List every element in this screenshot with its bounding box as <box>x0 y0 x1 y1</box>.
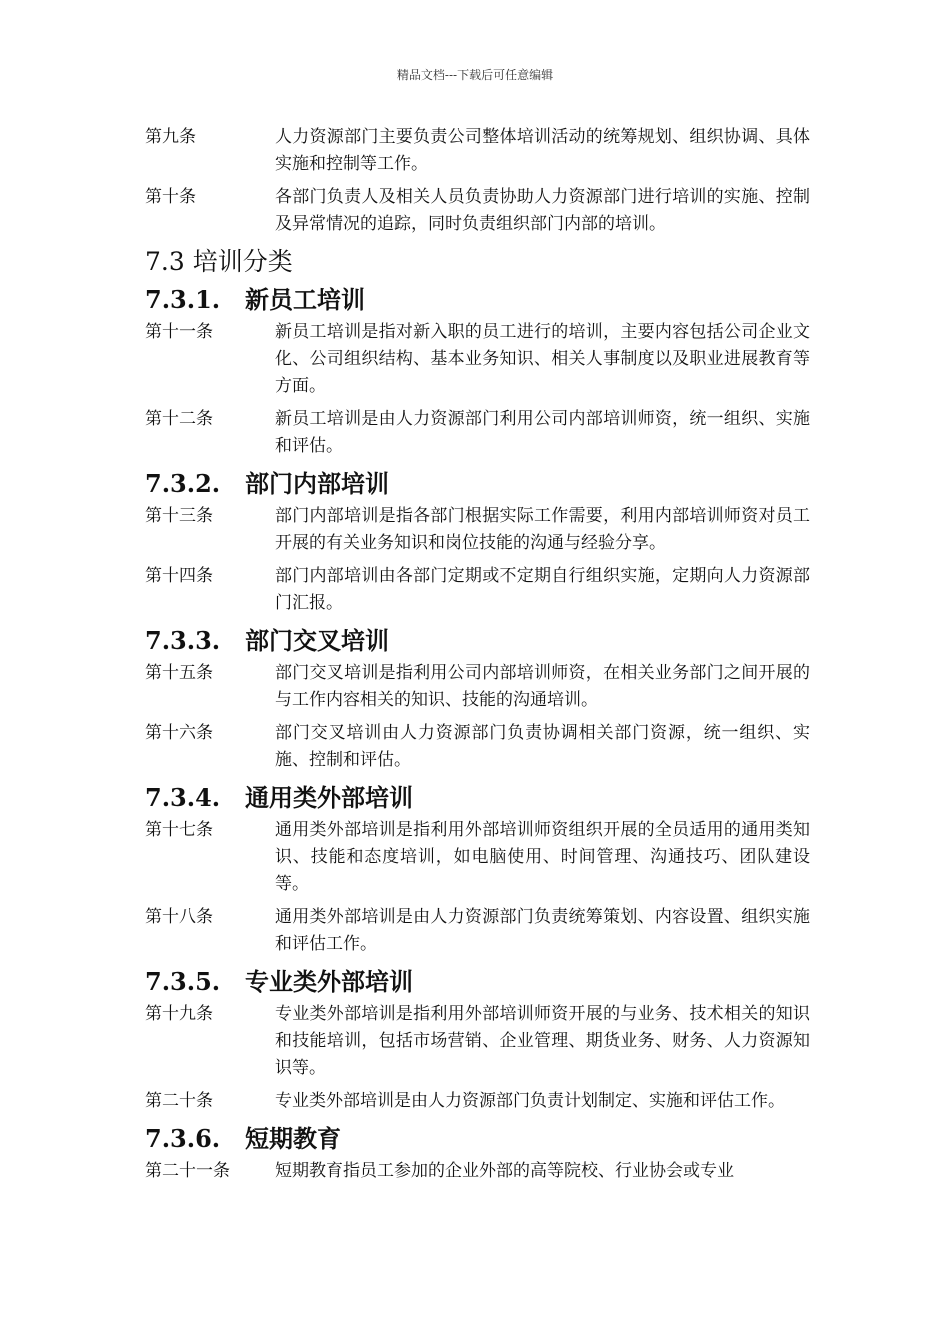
article <box>145 720 810 774</box>
subsection-heading <box>145 623 810 660</box>
article <box>145 563 810 617</box>
subsection-title: 短期教育 <box>245 1124 341 1153</box>
article-text: 部门交叉培训是指利用公司内部培训师资，在相关业务部门之间开展的与工作内容相关的知识、技能的沟通培训。 <box>275 663 810 710</box>
article-label: 第十一条 <box>145 322 213 342</box>
article-text: 部门内部培训是指各部门根据实际工作需要，利用内部培训师资对员工开展的有关业务知识和岗位技能的沟通与经验分享。 <box>275 506 810 553</box>
article-label: 第十五条 <box>145 663 213 683</box>
article-label: 第十七条 <box>145 820 213 840</box>
article-text: 部门内部培训由各部门定期或不定期自行组织实施，定期向人力资源部门汇报。 <box>275 566 810 613</box>
article-text: 短期教育指员工参加的企业外部的高等院校、行业协会或专业 <box>275 1161 734 1181</box>
subsection-title: 部门交叉培训 <box>245 626 389 655</box>
subsection-title: 专业类外部培训 <box>245 967 413 996</box>
article-text: 新员工培训是由人力资源部门利用公司内部培训师资，统一组织、实施和评估。 <box>275 409 810 456</box>
subsection-heading <box>145 282 810 319</box>
subsection-number: 7.3.5. <box>145 967 221 996</box>
subsection-number: 7.3.6. <box>145 1124 221 1153</box>
article <box>145 184 810 238</box>
article <box>145 904 810 958</box>
article <box>145 660 810 714</box>
article-label: 第十四条 <box>145 566 213 586</box>
article-text: 各部门负责人及相关人员负责协助人力资源部门进行培训的实施、控制及异常情况的追踪，同时负责组织部门内部的培训。 <box>275 187 810 234</box>
section-heading: 7.3 培训分类 <box>145 247 293 276</box>
article <box>145 1001 810 1082</box>
article <box>145 1158 810 1185</box>
article <box>145 817 810 898</box>
article <box>145 319 810 400</box>
subsection-heading <box>145 466 810 503</box>
subsection-number: 7.3.4. <box>145 783 221 812</box>
article <box>145 124 810 178</box>
subsection-title: 通用类外部培训 <box>245 783 413 812</box>
document-body <box>145 124 810 1191</box>
subsection-title: 新员工培训 <box>245 285 365 314</box>
article <box>145 406 810 460</box>
subsection-heading <box>145 780 810 817</box>
article-text: 通用类外部培训是由人力资源部门负责统筹策划、内容设置、组织实施和评估工作。 <box>275 907 810 954</box>
article-text: 部门交叉培训由人力资源部门负责协调相关部门资源，统一组织、实施、控制和评估。 <box>275 723 810 770</box>
article-text: 人力资源部门主要负责公司整体培训活动的统筹规划、组织协调、具体实施和控制等工作。 <box>275 127 810 174</box>
subsection-number: 7.3.2. <box>145 469 221 498</box>
article-label: 第十九条 <box>145 1004 213 1024</box>
article-label: 第二十一条 <box>145 1161 230 1181</box>
subsection-heading <box>145 964 810 1001</box>
subsection-heading <box>145 1121 810 1158</box>
article-label: 第十三条 <box>145 506 213 526</box>
article-label: 第十二条 <box>145 409 213 429</box>
article-text: 专业类外部培训是由人力资源部门负责计划制定、实施和评估工作。 <box>275 1091 785 1111</box>
article-label: 第二十条 <box>145 1091 213 1111</box>
subsection-title: 部门内部培训 <box>245 469 389 498</box>
article-label: 第九条 <box>145 127 196 147</box>
article-label: 第十六条 <box>145 723 213 743</box>
article-text: 通用类外部培训是指利用外部培训师资组织开展的全员适用的通用类知识、技能和态度培训，如电脑使用、时间管理、沟通技巧、团队建设等。 <box>275 820 810 894</box>
article-label: 第十条 <box>145 187 196 207</box>
article-text: 专业类外部培训是指利用外部培训师资开展的与业务、技术相关的知识和技能培训，包括市场营销、企业管理、期货业务、财务、人力资源知识等。 <box>275 1004 810 1078</box>
page-header: 精品文档---下载后可任意编辑 <box>396 68 554 82</box>
subsection-number: 7.3.3. <box>145 626 221 655</box>
subsection-number: 7.3.1. <box>145 285 221 314</box>
article <box>145 503 810 557</box>
article-text: 新员工培训是指对新入职的员工进行的培训，主要内容包括公司企业文化、公司组织结构、基本业务知识、相关人事制度以及职业进展教育等方面。 <box>275 322 810 396</box>
article <box>145 1088 810 1115</box>
article-label: 第十八条 <box>145 907 213 927</box>
